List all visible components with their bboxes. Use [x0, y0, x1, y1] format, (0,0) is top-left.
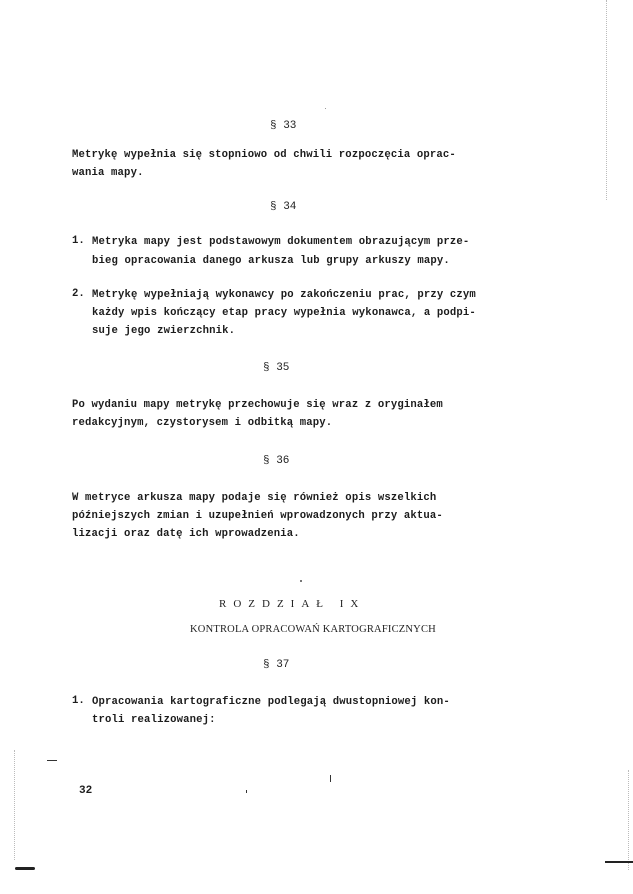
- scan-mark: [330, 775, 331, 782]
- scan-edge: [14, 750, 16, 860]
- paragraph-37-1-line-2: troli realizowanej:: [92, 714, 216, 726]
- section-mark-34: § 34: [270, 201, 297, 213]
- list-number-37-1: 1.: [72, 695, 85, 707]
- section-mark-33: § 33: [270, 120, 297, 132]
- chapter-title: ROZDZIAŁ IX: [219, 598, 366, 610]
- scan-edge: [628, 770, 630, 870]
- paragraph-34-1-line-1: Metryka mapy jest podstawowym dokumentem obrazującym prze-: [92, 236, 470, 248]
- paragraph-34-2-line-1: Metrykę wypełniają wykonawcy po zakończeniu prac, przy czym: [92, 289, 476, 301]
- scan-mark: [47, 760, 57, 761]
- paragraph-35-line-2: redakcyjnym, czystorysem i odbitką mapy.: [72, 417, 333, 429]
- scan-edge: [606, 0, 608, 200]
- page-number: 32: [79, 785, 93, 797]
- scan-mark: [300, 580, 302, 582]
- paragraph-35-line-1: Po wydaniu mapy metrykę przechowuje się wraz z oryginałem: [72, 399, 443, 411]
- scan-corner-mark: [15, 867, 35, 870]
- paragraph-36-line-3: lizacji oraz datę ich wprowadzenia.: [72, 528, 300, 540]
- paragraph-34-2-line-3: suje jego zwierzchnik.: [92, 325, 236, 337]
- section-mark-37: § 37: [263, 659, 290, 671]
- paragraph-36-line-2: późniejszych zmian i uzupełnień wprowadzonych przy aktua-: [72, 510, 443, 522]
- section-mark-35: § 35: [263, 362, 290, 374]
- scan-mark: [246, 790, 247, 793]
- scan-mark: [325, 108, 326, 109]
- paragraph-34-2-line-2: każdy wpis kończący etap pracy wypełnia wykonawca, a podpi-: [92, 307, 476, 319]
- paragraph-37-1-line-1: Opracowania kartograficzne podlegają dwustopniowej kon-: [92, 696, 450, 708]
- list-number-34-2: 2.: [72, 288, 85, 300]
- list-number-34-1: 1.: [72, 235, 85, 247]
- scan-corner-mark: [605, 861, 633, 863]
- paragraph-33-line-2: wania mapy.: [72, 167, 144, 179]
- chapter-subtitle: KONTROLA OPRACOWAŃ KARTOGRAFICZNYCH: [190, 624, 436, 635]
- section-mark-36: § 36: [263, 455, 290, 467]
- paragraph-33-line-1: Metrykę wypełnia się stopniowo od chwili rozpoczęcia oprac-: [72, 149, 456, 161]
- paragraph-34-1-line-2: bieg opracowania danego arkusza lub grupy arkuszy mapy.: [92, 255, 450, 267]
- paragraph-36-line-1: W metryce arkusza mapy podaje się również opis wszelkich: [72, 492, 437, 504]
